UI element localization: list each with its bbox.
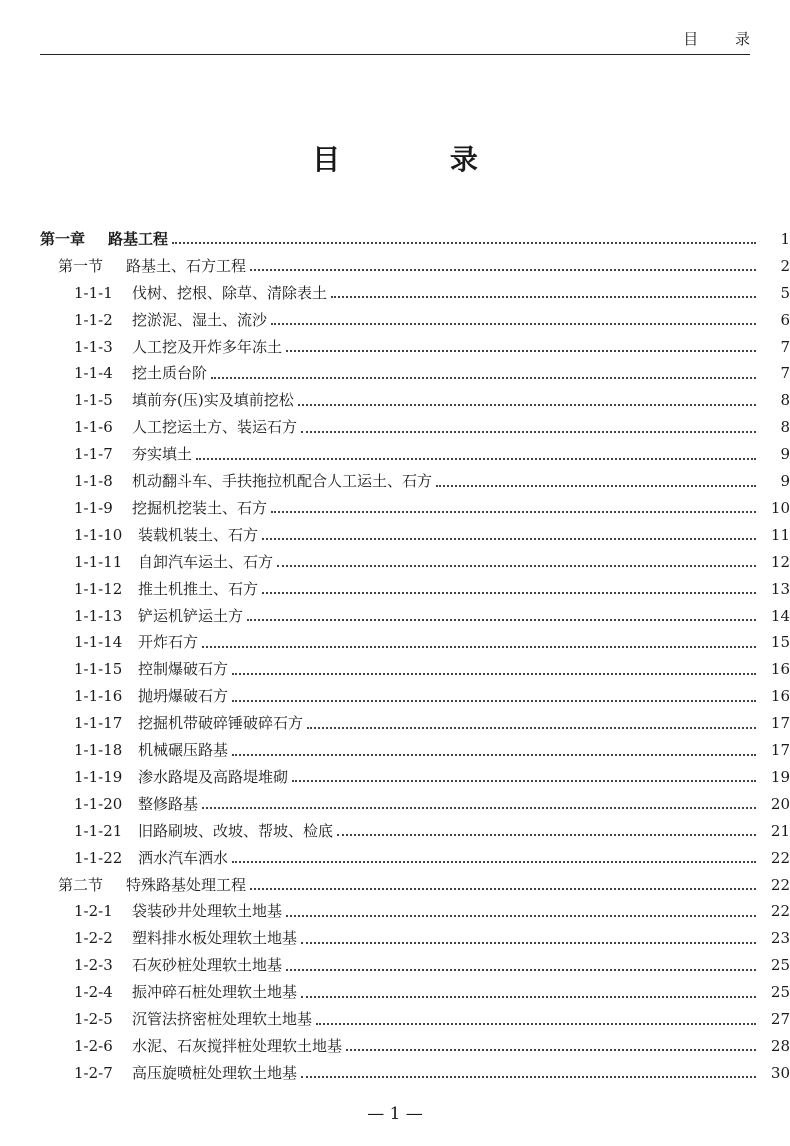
toc-entry[interactable] [0,253,790,280]
toc-entry[interactable] [0,280,790,307]
toc-dot-leader [277,565,756,567]
toc-entry-page: 10 [770,498,790,517]
toc-entry-number: 1-1-5 [74,391,113,410]
toc-entry-page: 17 [770,741,790,760]
toc-entry-title: 路基工程 [108,229,169,248]
toc-entry-title: 人工挖及开炸多年冻土 [132,337,283,356]
toc-entry-number: 第一节 [58,256,104,275]
toc-entry[interactable] [0,549,790,576]
page-title: 目 录 [312,143,528,176]
toc-entry-page: 8 [780,391,790,410]
toc-entry[interactable] [0,899,790,926]
toc-dot-leader [286,969,756,971]
toc-entry-title: 振冲碎石桩处理软土地基 [132,983,298,1002]
toc-entry-title: 装载机装土、石方 [138,525,259,544]
toc-entry-number: 1-2-7 [74,1063,113,1082]
toc-entry[interactable] [0,1033,790,1060]
toc-entry-number: 1-1-22 [74,848,123,867]
toc-dot-leader [301,996,756,998]
toc-entry-page: 25 [770,956,790,975]
toc-entry[interactable] [0,979,790,1006]
toc-dot-leader [298,404,756,406]
toc-entry[interactable] [0,818,790,845]
toc-entry-page: 7 [780,337,790,356]
toc-entry-title: 石灰砂桩处理软土地基 [132,956,283,975]
toc-entry-title: 挖土质台阶 [132,364,208,383]
toc-entry[interactable] [0,952,790,979]
toc-dot-leader [232,754,756,756]
toc-entry-page: 22 [770,875,790,894]
toc-dot-leader [262,538,756,540]
toc-entry-number: 1-1-16 [74,687,123,706]
toc-entry-page: 1 [780,229,790,248]
toc-entry-title: 伐树、挖根、除草、清除表土 [132,283,328,302]
toc-entry-title: 沉管法挤密桩处理软土地基 [132,1010,313,1029]
toc-entry-page: 15 [770,633,790,652]
toc-entry[interactable] [0,656,790,683]
toc-entry[interactable] [0,1006,790,1033]
toc-entry[interactable] [0,872,790,899]
toc-entry-number: 第一章 [40,229,86,248]
toc-entry-page: 27 [770,1010,790,1029]
toc-entry-title: 夯实填土 [132,445,193,464]
toc-dot-leader [292,780,756,782]
toc-entry-number: 1-1-1 [74,283,113,302]
toc-dot-leader [301,1076,756,1078]
toc-entry-page: 22 [770,848,790,867]
toc-entry[interactable] [0,791,790,818]
toc-dot-leader [331,296,756,298]
toc-dot-leader [301,942,756,944]
toc-dot-leader [232,700,756,702]
toc-entry-number: 1-1-6 [74,418,113,437]
toc-entry-number: 1-2-6 [74,1036,113,1055]
toc-entry-page: 30 [770,1063,790,1082]
toc-entry[interactable] [0,468,790,495]
toc-entry[interactable] [0,845,790,872]
toc-entry-page: 5 [780,283,790,302]
toc-entry-title: 洒水汽车洒水 [138,848,229,867]
toc-dot-leader [271,323,756,325]
toc-entry-number: 1-1-12 [74,579,123,598]
toc-entry-number: 1-1-2 [74,310,113,329]
toc-entry-page: 13 [770,579,790,598]
toc-entry-page: 17 [770,714,790,733]
toc-entry[interactable] [0,1060,790,1087]
toc-entry-title: 水泥、石灰搅拌桩处理软土地基 [132,1036,343,1055]
toc-dot-leader [436,485,756,487]
toc-entry-page: 8 [780,418,790,437]
toc-dot-leader [232,673,756,675]
toc-entry-title: 渗水路堤及高路堤堆砌 [138,767,289,786]
toc-dot-leader [172,242,756,244]
toc-entry-title: 开炸石方 [138,633,199,652]
toc-entry-number: 1-1-11 [74,552,123,571]
toc-entry-number: 1-1-17 [74,714,123,733]
toc-entry[interactable] [0,603,790,630]
toc-entry-title: 旧路刷坡、改坡、帮坡、检底 [138,821,334,840]
toc-entry-number: 1-1-19 [74,767,123,786]
page-number: — 1 — [367,1104,423,1124]
toc-dot-leader [286,350,756,352]
toc-entry-page: 21 [770,821,790,840]
toc-entry-page: 2 [780,256,790,275]
toc-entry-page: 12 [770,552,790,571]
toc-dot-leader [286,915,756,917]
toc-entry-page: 19 [770,767,790,786]
toc-entry-title: 袋装砂井处理软土地基 [132,902,283,921]
toc-dot-leader [337,834,756,836]
toc-entry-title: 机械碾压路基 [138,741,229,760]
toc-dot-leader [232,861,756,863]
toc-entry-page: 6 [780,310,790,329]
toc-entry-number: 1-1-15 [74,660,123,679]
toc-dot-leader [262,592,756,594]
running-header [40,24,766,55]
toc-dot-leader [247,619,756,621]
toc-entry-page: 23 [770,929,790,948]
toc-entry-page: 9 [780,472,790,491]
toc-entry[interactable] [0,576,790,603]
toc-entry-title: 挖掘机挖装土、石方 [132,498,268,517]
toc-entry[interactable] [0,925,790,952]
toc-entry-title: 特殊路基处理工程 [126,875,247,894]
toc-entry-title: 控制爆破石方 [138,660,229,679]
toc-dot-leader [316,1023,756,1025]
toc-entry[interactable] [0,334,790,361]
toc-entry-number: 1-2-4 [74,983,113,1002]
toc-entry[interactable] [0,441,790,468]
toc-entry-page: 11 [770,525,790,544]
toc-dot-leader [211,377,756,379]
toc-entry-number: 1-1-3 [74,337,113,356]
toc-entry-number: 1-1-8 [74,472,113,491]
toc-entry-title: 挖掘机带破碎锤破碎石方 [138,714,304,733]
toc-entry-number: 第二节 [58,875,104,894]
toc-entry-page: 7 [780,364,790,383]
toc-entry-title: 人工挖运土方、装运石方 [132,418,298,437]
toc-entry-number: 1-1-7 [74,445,113,464]
toc-entry[interactable] [0,414,790,441]
toc-entry-page: 9 [780,445,790,464]
toc-entry[interactable] [0,387,790,414]
toc-entry[interactable] [0,522,790,549]
toc-entry-page: 14 [770,606,790,625]
toc-entry-number: 1-1-4 [74,364,113,383]
toc-entry-title: 挖淤泥、湿土、流沙 [132,310,268,329]
toc-entry[interactable] [0,764,790,791]
toc-entry-number: 1-1-13 [74,606,123,625]
toc-entry-number: 1-1-21 [74,821,123,840]
toc-entry-number: 1-2-3 [74,956,113,975]
toc-entry-page: 28 [770,1036,790,1055]
toc-entry-number: 1-1-20 [74,794,123,813]
toc-entry-page: 16 [770,660,790,679]
toc-entry-page: 16 [770,687,790,706]
toc-entry-title: 填前夯(压)实及填前挖松 [132,391,294,410]
toc-dot-leader [301,431,756,433]
toc-entry-title: 铲运机铲运土方 [138,606,244,625]
toc-entry-number: 1-2-2 [74,929,113,948]
toc-entry-title: 推土机推土、石方 [138,579,259,598]
toc-dot-leader [346,1049,756,1051]
toc-entry[interactable] [0,630,790,657]
toc-entry-page: 25 [770,983,790,1002]
toc-entry-title: 抛坍爆破石方 [138,687,229,706]
toc-entry[interactable] [0,683,790,710]
toc-entry-number: 1-2-1 [74,902,113,921]
toc-entry[interactable] [0,710,790,737]
toc-entry-title: 自卸汽车运土、石方 [138,552,274,571]
toc-dot-leader [202,646,756,648]
toc-entry[interactable] [0,226,790,253]
toc-dot-leader [250,888,756,890]
toc-dot-leader [271,511,756,513]
toc-entry-title: 机动翻斗车、手扶拖拉机配合人工运土、石方 [132,472,433,491]
toc-entry-page: 20 [770,794,790,813]
toc-dot-leader [250,269,756,271]
toc-entry-title: 高压旋喷桩处理软土地基 [132,1063,298,1082]
toc-entry[interactable] [0,307,790,334]
toc-dot-leader [202,807,756,809]
toc-entry-number: 1-1-10 [74,525,123,544]
toc-dot-leader [307,727,756,729]
toc-entry-number: 1-1-14 [74,633,123,652]
toc-entry[interactable] [0,495,790,522]
toc-entry-number: 1-1-18 [74,741,123,760]
toc-entry[interactable] [0,737,790,764]
toc-entry-title: 整修路基 [138,794,199,813]
toc-dot-leader [196,458,756,460]
toc-entry-title: 塑料排水板处理软土地基 [132,929,298,948]
toc-entry-page: 22 [770,902,790,921]
running-header-title: 目 录 [683,30,766,48]
toc-entry-number: 1-1-9 [74,498,113,517]
toc-entry-title: 路基土、石方工程 [126,256,247,275]
toc-entry[interactable] [0,361,790,388]
toc-entry-number: 1-2-5 [74,1010,113,1029]
